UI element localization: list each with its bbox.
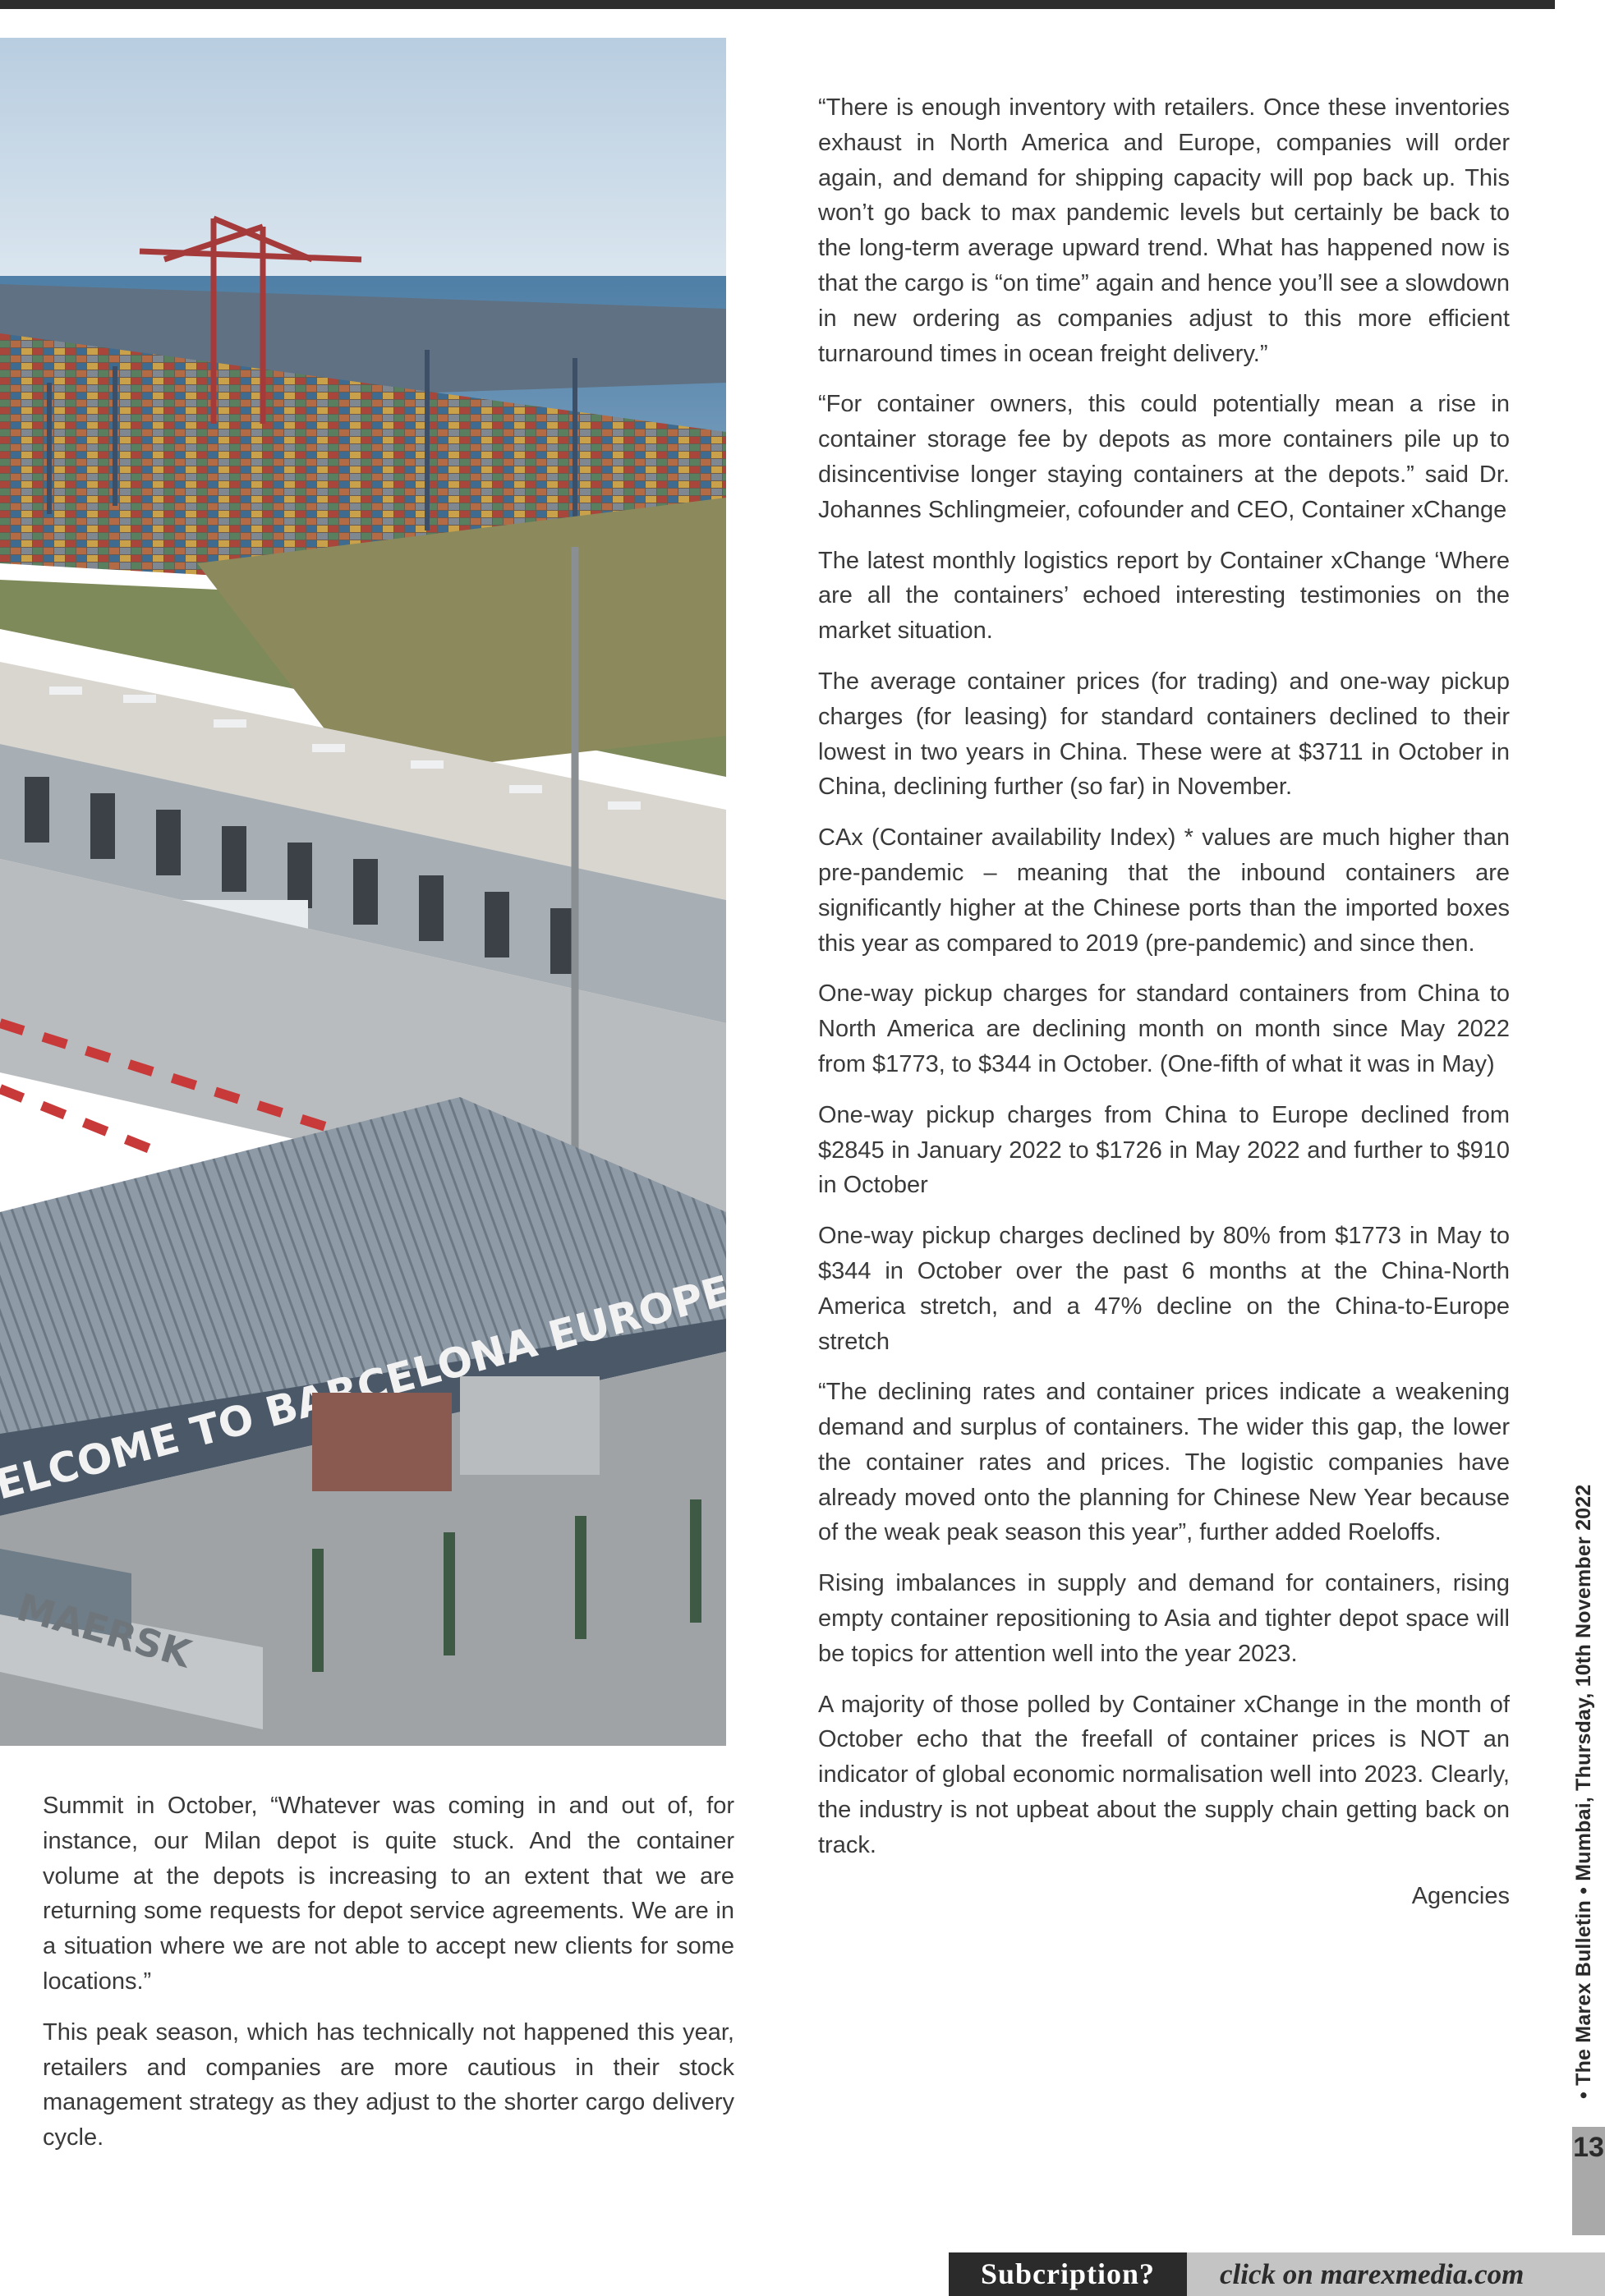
article-signoff: Agencies — [1411, 1882, 1510, 1909]
paragraph: One-way pickup charges from China to Europe declined from $2845 in January 2022 to $1726 in May 2022 and further to $910 in October — [818, 1101, 1510, 1199]
paragraph: Summit in October, “Whatever was coming in and out of, for instance, our Milan depot is quite stuck. And the container volume at the depots is increasing to an extent that we are returning some requests for depot service agreements. We are in a situation where we are not able to accept new clients for some locations.” — [43, 1793, 734, 1995]
right-article-column — [818, 90, 1510, 1929]
paragraph: The latest monthly logistics report by Container xChange ‘Where are all the containers’ echoed interesting testimonies on the market situation. — [818, 547, 1510, 645]
top-rule — [0, 0, 1555, 9]
subscription-label[interactable]: Subcription? — [949, 2252, 1187, 2296]
paragraph: This peak season, which has technically not happened this year, retailers and companies are more cautious in their stock management strategy as they adjust to the shorter cargo delivery cycle. — [43, 2018, 734, 2151]
paragraph: “The declining rates and container prices indicate a weakening demand and surplus of containers. The wider this gap, the lower the container rates and prices. The logistic companies have already moved onto the planning for Chinese New Year because of the weak peak season this year”, further added Roeloffs. — [818, 1379, 1510, 1546]
left-article-column — [43, 1789, 734, 2171]
publication-date-line: • The Marex Bulletin • Mumbai, Thursday, 10th November 2022 — [1572, 1484, 1595, 2099]
paragraph: The average container prices (for trading) and one-way pickup charges (for leasing) for standard containers declined to their lowest in two years in China. These were at $3711 in October in China, declining further (so far) in November. — [818, 668, 1510, 801]
page-number: 13 — [1572, 2127, 1605, 2235]
paragraph: One-way pickup charges for standard containers from China to North America are declining month on month since May 2022 from $1773, to $344 in October. (One-fifth of what it was in May) — [818, 980, 1510, 1077]
paragraph: A majority of those polled by Container xChange in the month of October echo that the freefall of container prices is NOT an indicator of global economic normalisation well into 2023. Clearly, the industry is not upbeat about the supply chain getting back on track. — [818, 1691, 1510, 1858]
port-terminal-photo — [0, 38, 726, 1746]
subscription-link[interactable]: click on marexmedia.com — [1187, 2252, 1605, 2296]
paragraph: “For container owners, this could potentially mean a rise in container storage fee by depots as more containers pile up to disincentivise longer staying containers at the depots.” said Dr. Johannes Schlingmeier, cofounder and CEO, Container xChange — [818, 391, 1510, 523]
container-brand-text: MAERSK — [11, 1584, 196, 1677]
paragraph: One-way pickup charges declined by 80% from $1773 in May to $344 in October over the past 6 months at the China-North America stretch, and a 47% decline on the China-to-Europe stretch — [818, 1223, 1510, 1355]
paragraph: CAx (Container availability Index) * values are much higher than pre-pandemic – meaning that the inbound containers are significantly higher at the Chinese ports than the imported boxes this year as compared to 2019 (pre-pandemic) and since then. — [818, 824, 1510, 957]
paragraph: Rising imbalances in supply and demand for containers, rising empty container repositioning to Asia and tighter depot space will be topics for attention well into the year 2023. — [818, 1570, 1510, 1667]
paragraph: “There is enough inventory with retailers. Once these inventories exhaust in North America and Europe, companies will order again, and demand for shipping capacity will pop back up. This won’t go back to max pandemic levels but certainly be back to the long-term average upward trend. What has happened now is that the cargo is “on time” again and hence you’ll see a slowdown in new ordering as companies adjust to this more efficient turnaround times in ocean freight delivery.” — [818, 94, 1510, 367]
